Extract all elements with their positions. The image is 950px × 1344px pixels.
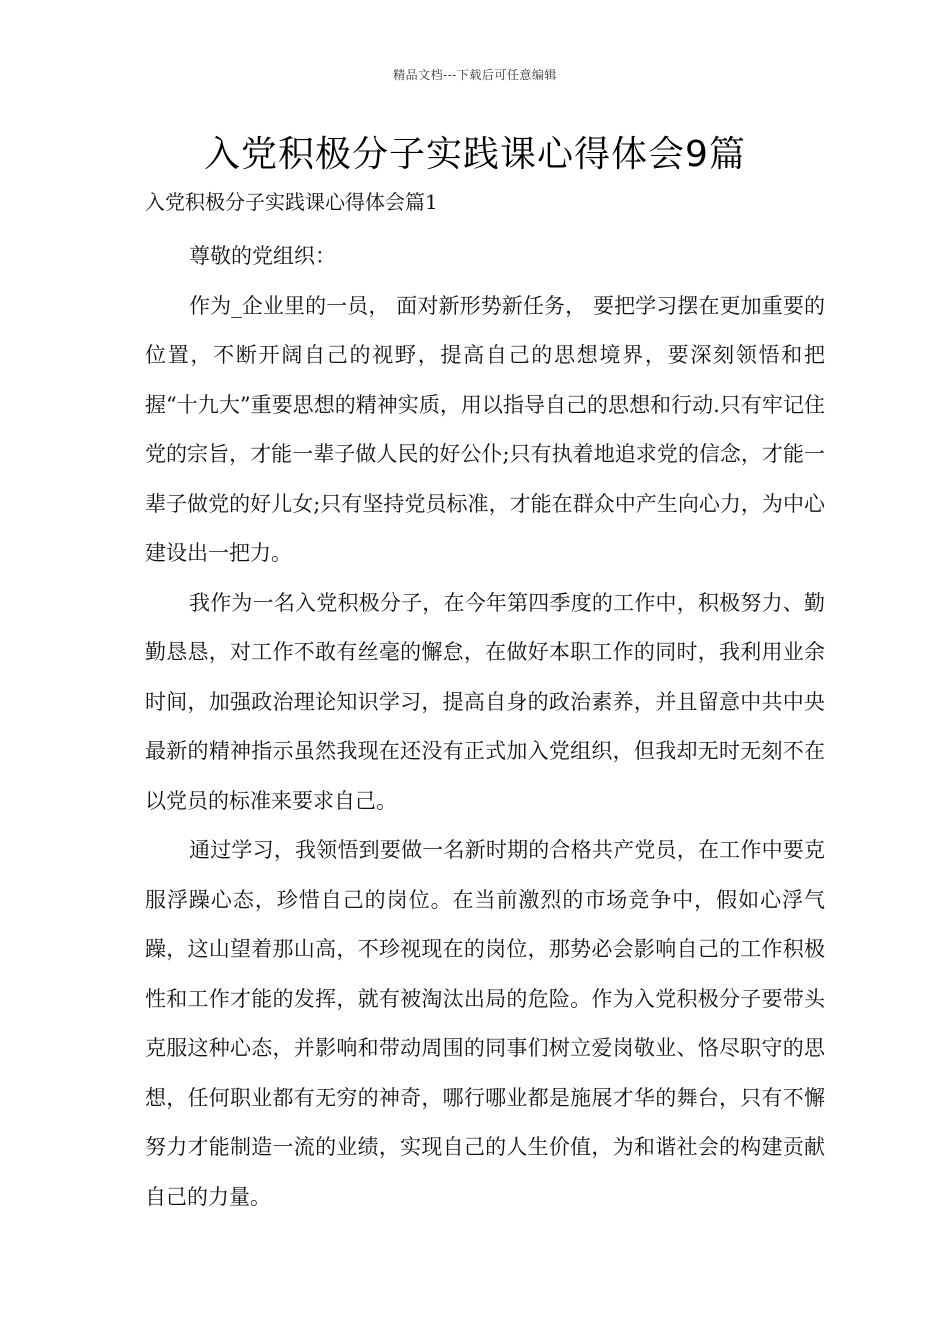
document-body [145, 232, 825, 1222]
salutation-paragraph: 尊敬的党组织： [189, 244, 336, 268]
page-header: 精品文档---下载后可任意编辑 [393, 68, 557, 82]
body-paragraph: 通过学习，我领悟到要做一名新时期的合格共产党员，在工作中要克服浮躁心态，珍惜自己的岗位。在当前激烈的市场竞争中，假如心浮气躁，这山望着那山高，不珍视现在的岗位，那势必会影响自己的工作积极性和工作才能的发挥，就有被淘汰出局的危险。作为入党积极分子要带头克服这种心态，并影响和带动周围的同事们树立爱岗敬业、恪尽职守的思想，任何职业都有无穷的神奇，哪行哪业都是施展才华的舞台，只有不懈努力才能制造一流的业绩，实现自己的人生价值，为和谐社会的构建贡献自己的力量。 [145, 838, 825, 1209]
section-subtitle: 入党积极分子实践课心得体会篇1 [145, 190, 438, 214]
body-paragraph: 作为_企业里的一员， 面对新形势新任务， 要把学习摆在更加重要的位置，不断开阔自己的视野，提高自己的思想境界，要深刻领悟和把握“十九大”重要思想的精神实质，用以指导自己的思想和行动.只有牢记住党的宗旨，才能一辈子做人民的好公仆;只有执着地追求党的信念，才能一辈子做党的好儿女;只有坚持党员标准，才能在群众中产生向心力，为中心建设出一把力。 [145, 293, 825, 565]
document-title: 入党积极分子实践课心得体会9篇 [204, 134, 746, 175]
body-paragraph: 我作为一名入党积极分子，在今年第四季度的工作中，积极努力、勤勤恳恳，对工作不敢有丝毫的懈怠，在做好本职工作的同时，我利用业余时间，加强政治理论知识学习，提高自身的政治素养，并且留意中共中央最新的精神指示虽然我现在还没有正式加入党组织，但我却无时无刻不在以党员的标准来要求自己。 [145, 590, 825, 813]
